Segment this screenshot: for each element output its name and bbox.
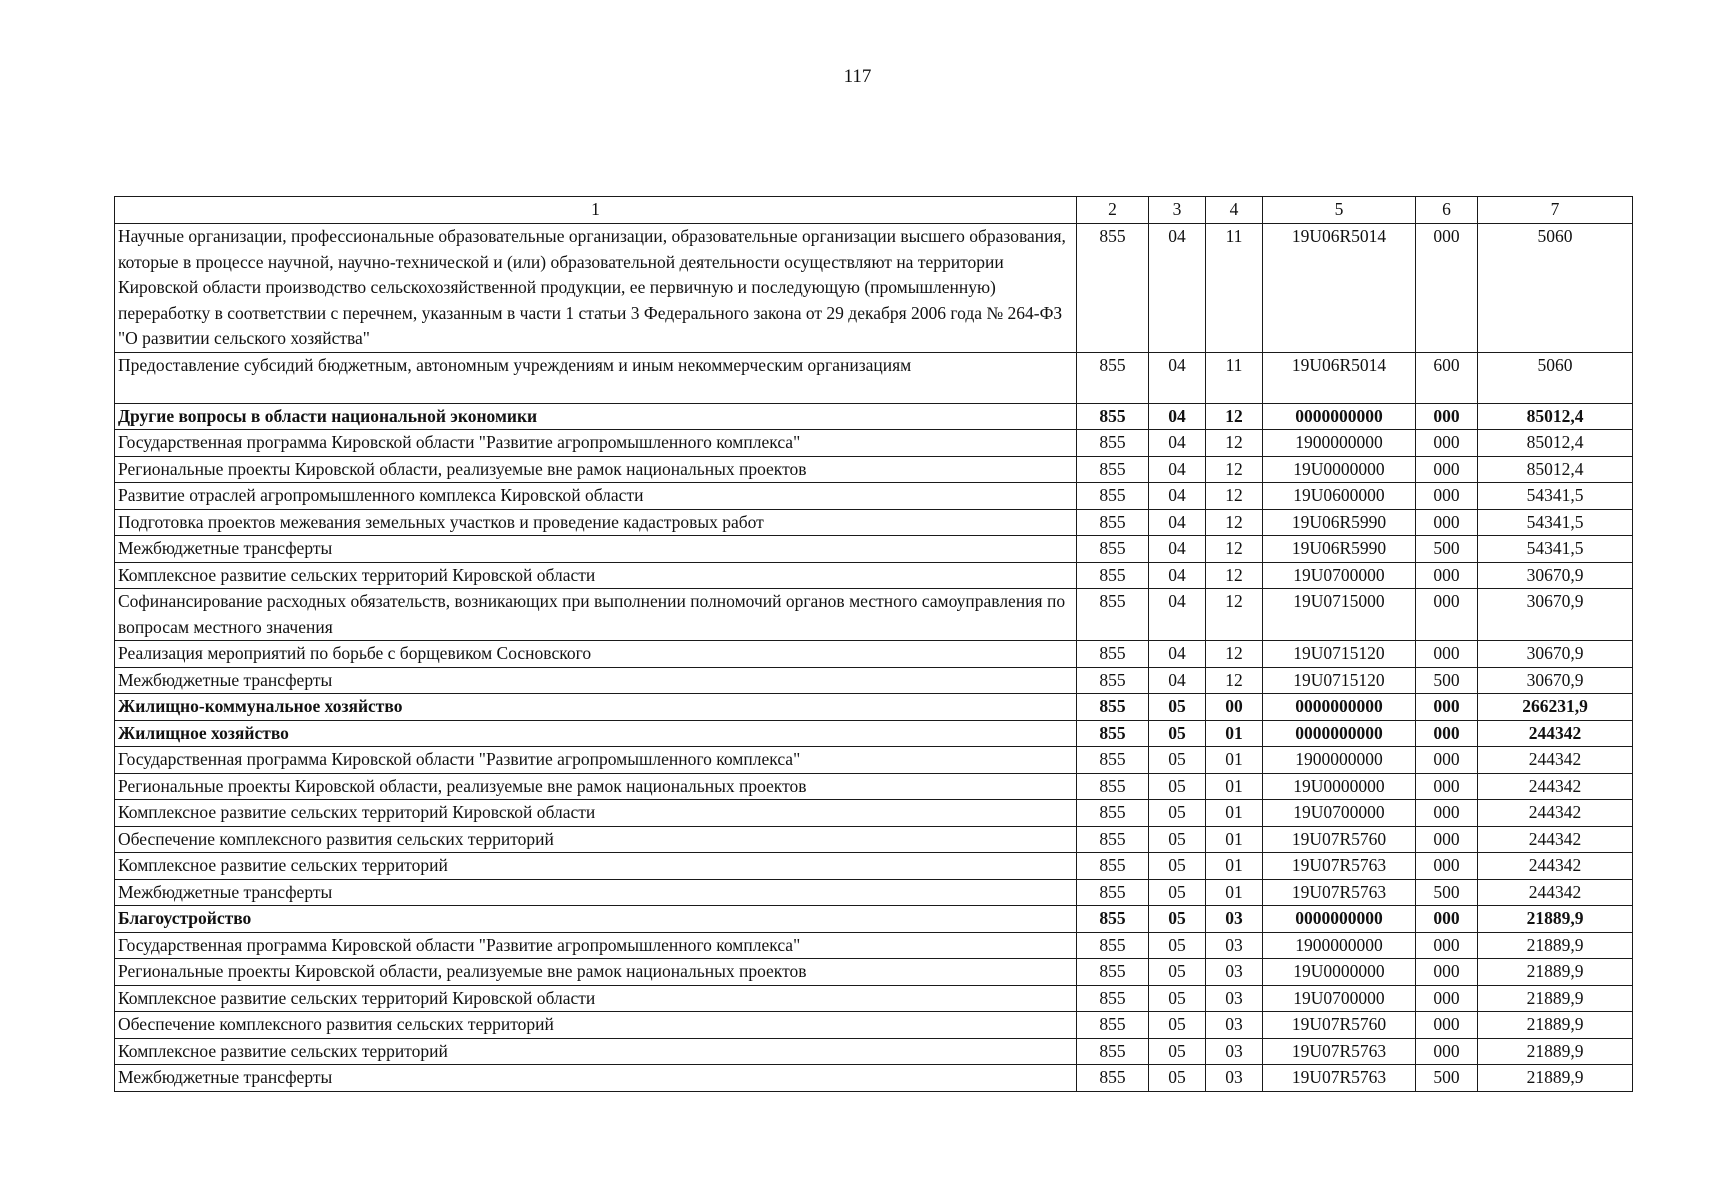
- table-row: [115, 641, 1633, 668]
- cell-col-3: 04: [1149, 536, 1206, 563]
- cell-col-3: 04: [1149, 403, 1206, 430]
- cell-col-4: 12: [1206, 456, 1263, 483]
- page-number: 117: [843, 66, 872, 87]
- row-name-cell: Обеспечение комплексного развития сельских территорий: [115, 826, 1077, 853]
- cell-col-2: 855: [1077, 589, 1149, 641]
- row-name-cell: Комплексное развитие сельских территорий Кировской области: [115, 985, 1077, 1012]
- cell-col-2: 855: [1077, 853, 1149, 880]
- row-name-cell: Региональные проекты Кировской области, реализуемые вне рамок национальных проектов: [115, 456, 1077, 483]
- table-row: [115, 932, 1633, 959]
- table-row: [115, 509, 1633, 536]
- cell-col-5: 19U07R5763: [1263, 853, 1416, 880]
- cell-col-2: 855: [1077, 1065, 1149, 1092]
- cell-col-6: 000: [1416, 589, 1478, 641]
- row-name-cell: Межбюджетные трансферты: [115, 879, 1077, 906]
- cell-col-6: 000: [1416, 1038, 1478, 1065]
- cell-col-4: 11: [1206, 224, 1263, 353]
- cell-col-2: 855: [1077, 483, 1149, 510]
- row-name-cell: Научные организации, профессиональные образовательные организации, образовательные организации высшего образования, которые в процессе научной, научно-технической и (или) образовательной деятельности осуществляют на территории Кировской области производство сельскохозяйственной продукции, ее первичную и последующую (промышленную) переработку в соответствии с перечнем, указанным в части 1 статьи 3 Федерального закона от 29 декабря 2006 года № 264-ФЗ "О развитии сельского хозяйства": [115, 224, 1077, 353]
- table-row: [115, 879, 1633, 906]
- cell-col-2: 855: [1077, 826, 1149, 853]
- cell-col-6: 600: [1416, 352, 1478, 403]
- cell-col-7: 266231,9: [1478, 694, 1633, 721]
- cell-col-5: 19U07R5763: [1263, 1065, 1416, 1092]
- cell-col-3: 05: [1149, 1065, 1206, 1092]
- cell-col-4: 03: [1206, 906, 1263, 933]
- cell-col-4: 01: [1206, 879, 1263, 906]
- cell-col-5: 19U07R5760: [1263, 826, 1416, 853]
- cell-col-3: 04: [1149, 589, 1206, 641]
- cell-col-7: 54341,5: [1478, 483, 1633, 510]
- row-name-cell: Региональные проекты Кировской области, реализуемые вне рамок национальных проектов: [115, 959, 1077, 986]
- table-row: [115, 562, 1633, 589]
- table-row: [115, 959, 1633, 986]
- cell-col-3: 04: [1149, 483, 1206, 510]
- cell-col-3: 05: [1149, 826, 1206, 853]
- cell-col-6: 000: [1416, 853, 1478, 880]
- cell-col-6: 000: [1416, 959, 1478, 986]
- cell-col-5: 19U07R5760: [1263, 1012, 1416, 1039]
- cell-col-6: 000: [1416, 641, 1478, 668]
- cell-col-7: 244342: [1478, 720, 1633, 747]
- column-header: 5: [1263, 197, 1416, 224]
- table-row: [115, 1038, 1633, 1065]
- cell-col-6: 000: [1416, 1012, 1478, 1039]
- cell-col-5: 1900000000: [1263, 747, 1416, 774]
- cell-col-6: 000: [1416, 456, 1478, 483]
- cell-col-4: 12: [1206, 667, 1263, 694]
- cell-col-5: 19U0600000: [1263, 483, 1416, 510]
- cell-col-3: 05: [1149, 906, 1206, 933]
- cell-col-2: 855: [1077, 879, 1149, 906]
- cell-col-3: 05: [1149, 694, 1206, 721]
- column-header: 7: [1478, 197, 1633, 224]
- table-row: [115, 483, 1633, 510]
- cell-col-3: 04: [1149, 562, 1206, 589]
- cell-col-2: 855: [1077, 932, 1149, 959]
- cell-col-5: 0000000000: [1263, 403, 1416, 430]
- cell-col-5: 1900000000: [1263, 430, 1416, 457]
- cell-col-5: 19U06R5990: [1263, 509, 1416, 536]
- cell-col-4: 01: [1206, 773, 1263, 800]
- cell-col-3: 04: [1149, 456, 1206, 483]
- column-header-row: [115, 197, 1633, 224]
- cell-col-4: 12: [1206, 641, 1263, 668]
- cell-col-6: 000: [1416, 932, 1478, 959]
- cell-col-5: 19U0700000: [1263, 800, 1416, 827]
- cell-col-3: 04: [1149, 667, 1206, 694]
- row-name-cell: Межбюджетные трансферты: [115, 667, 1077, 694]
- table-row: [115, 747, 1633, 774]
- cell-col-5: 19U0715000: [1263, 589, 1416, 641]
- cell-col-7: 30670,9: [1478, 589, 1633, 641]
- table-row: [115, 1065, 1633, 1092]
- cell-col-3: 05: [1149, 800, 1206, 827]
- budget-table: [114, 196, 1633, 1092]
- row-name-cell: Реализация мероприятий по борьбе с борщевиком Сосновского: [115, 641, 1077, 668]
- cell-col-5: 19U06R5014: [1263, 352, 1416, 403]
- cell-col-2: 855: [1077, 509, 1149, 536]
- cell-col-3: 04: [1149, 430, 1206, 457]
- cell-col-7: 85012,4: [1478, 430, 1633, 457]
- cell-col-2: 855: [1077, 536, 1149, 563]
- cell-col-3: 05: [1149, 879, 1206, 906]
- cell-col-2: 855: [1077, 352, 1149, 403]
- row-name-cell: Предоставление субсидий бюджетным, автономным учреждениям и иным некоммерческим организациям: [115, 352, 1077, 403]
- cell-col-6: 500: [1416, 667, 1478, 694]
- cell-col-4: 03: [1206, 1038, 1263, 1065]
- cell-col-6: 000: [1416, 826, 1478, 853]
- cell-col-5: 19U0000000: [1263, 773, 1416, 800]
- cell-col-7: 244342: [1478, 879, 1633, 906]
- row-name-cell: Другие вопросы в области национальной экономики: [115, 403, 1077, 430]
- cell-col-3: 05: [1149, 853, 1206, 880]
- cell-col-5: 19U06R5990: [1263, 536, 1416, 563]
- cell-col-2: 855: [1077, 747, 1149, 774]
- cell-col-2: 855: [1077, 720, 1149, 747]
- cell-col-6: 500: [1416, 1065, 1478, 1092]
- table-body: [115, 197, 1633, 1092]
- row-name-cell: Благоустройство: [115, 906, 1077, 933]
- table-row: [115, 906, 1633, 933]
- table-row: [115, 1012, 1633, 1039]
- cell-col-4: 01: [1206, 853, 1263, 880]
- table-row: [115, 720, 1633, 747]
- cell-col-6: 000: [1416, 694, 1478, 721]
- cell-col-7: 21889,9: [1478, 1065, 1633, 1092]
- cell-col-6: 000: [1416, 562, 1478, 589]
- cell-col-5: 19U0715120: [1263, 667, 1416, 694]
- cell-col-2: 855: [1077, 430, 1149, 457]
- cell-col-3: 04: [1149, 509, 1206, 536]
- cell-col-3: 04: [1149, 641, 1206, 668]
- table-row: [115, 985, 1633, 1012]
- cell-col-6: 000: [1416, 483, 1478, 510]
- cell-col-5: 1900000000: [1263, 932, 1416, 959]
- cell-col-2: 855: [1077, 800, 1149, 827]
- column-header: 3: [1149, 197, 1206, 224]
- cell-col-7: 5060: [1478, 224, 1633, 353]
- cell-col-4: 03: [1206, 1012, 1263, 1039]
- cell-col-7: 21889,9: [1478, 1012, 1633, 1039]
- column-header: 1: [115, 197, 1077, 224]
- column-header: 6: [1416, 197, 1478, 224]
- cell-col-5: 19U0700000: [1263, 985, 1416, 1012]
- cell-col-4: 12: [1206, 483, 1263, 510]
- cell-col-5: 19U07R5763: [1263, 1038, 1416, 1065]
- cell-col-4: 12: [1206, 430, 1263, 457]
- cell-col-7: 21889,9: [1478, 1038, 1633, 1065]
- cell-col-3: 05: [1149, 773, 1206, 800]
- cell-col-7: 5060: [1478, 352, 1633, 403]
- cell-col-2: 855: [1077, 224, 1149, 353]
- cell-col-6: 000: [1416, 720, 1478, 747]
- cell-col-4: 12: [1206, 403, 1263, 430]
- table-row: [115, 826, 1633, 853]
- table-row: [115, 430, 1633, 457]
- table-row: [115, 667, 1633, 694]
- cell-col-4: 03: [1206, 1065, 1263, 1092]
- cell-col-6: 000: [1416, 224, 1478, 353]
- cell-col-2: 855: [1077, 641, 1149, 668]
- table-row: [115, 773, 1633, 800]
- cell-col-7: 30670,9: [1478, 562, 1633, 589]
- cell-col-4: 00: [1206, 694, 1263, 721]
- cell-col-4: 03: [1206, 959, 1263, 986]
- cell-col-4: 03: [1206, 985, 1263, 1012]
- row-name-cell: Комплексное развитие сельских территорий: [115, 853, 1077, 880]
- row-name-cell: Жилищно-коммунальное хозяйство: [115, 694, 1077, 721]
- cell-col-3: 05: [1149, 985, 1206, 1012]
- row-name-cell: Межбюджетные трансферты: [115, 536, 1077, 563]
- cell-col-7: 21889,9: [1478, 906, 1633, 933]
- cell-col-7: 244342: [1478, 773, 1633, 800]
- row-name-cell: Государственная программа Кировской области "Развитие агропромышленного комплекса": [115, 747, 1077, 774]
- cell-col-6: 000: [1416, 403, 1478, 430]
- cell-col-5: 19U0000000: [1263, 959, 1416, 986]
- cell-col-2: 855: [1077, 985, 1149, 1012]
- table-row: [115, 800, 1633, 827]
- cell-col-5: 0000000000: [1263, 906, 1416, 933]
- cell-col-6: 000: [1416, 430, 1478, 457]
- row-name-cell: Подготовка проектов межевания земельных участков и проведение кадастровых работ: [115, 509, 1077, 536]
- table-row: [115, 224, 1633, 353]
- row-name-cell: Обеспечение комплексного развития сельских территорий: [115, 1012, 1077, 1039]
- cell-col-4: 11: [1206, 352, 1263, 403]
- cell-col-6: 000: [1416, 800, 1478, 827]
- cell-col-3: 05: [1149, 959, 1206, 986]
- cell-col-6: 000: [1416, 509, 1478, 536]
- cell-col-2: 855: [1077, 562, 1149, 589]
- cell-col-6: 000: [1416, 906, 1478, 933]
- column-header: 2: [1077, 197, 1149, 224]
- cell-col-7: 244342: [1478, 800, 1633, 827]
- cell-col-2: 855: [1077, 1012, 1149, 1039]
- row-name-cell: Региональные проекты Кировской области, реализуемые вне рамок национальных проектов: [115, 773, 1077, 800]
- table-row: [115, 403, 1633, 430]
- cell-col-4: 12: [1206, 562, 1263, 589]
- row-name-cell: Комплексное развитие сельских территорий: [115, 1038, 1077, 1065]
- cell-col-3: 05: [1149, 1038, 1206, 1065]
- cell-col-5: 19U0700000: [1263, 562, 1416, 589]
- cell-col-7: 30670,9: [1478, 667, 1633, 694]
- row-name-cell: Развитие отраслей агропромышленного комплекса Кировской области: [115, 483, 1077, 510]
- cell-col-4: 01: [1206, 800, 1263, 827]
- cell-col-2: 855: [1077, 1038, 1149, 1065]
- cell-col-7: 54341,5: [1478, 536, 1633, 563]
- cell-col-2: 855: [1077, 403, 1149, 430]
- row-name-cell: Государственная программа Кировской области "Развитие агропромышленного комплекса": [115, 430, 1077, 457]
- row-name-cell: Комплексное развитие сельских территорий Кировской области: [115, 800, 1077, 827]
- cell-col-3: 05: [1149, 720, 1206, 747]
- cell-col-3: 05: [1149, 1012, 1206, 1039]
- cell-col-2: 855: [1077, 456, 1149, 483]
- cell-col-7: 244342: [1478, 826, 1633, 853]
- cell-col-4: 12: [1206, 509, 1263, 536]
- cell-col-6: 500: [1416, 879, 1478, 906]
- cell-col-2: 855: [1077, 773, 1149, 800]
- cell-col-7: 21889,9: [1478, 959, 1633, 986]
- cell-col-7: 244342: [1478, 747, 1633, 774]
- cell-col-5: 0000000000: [1263, 720, 1416, 747]
- cell-col-4: 12: [1206, 536, 1263, 563]
- table-row: [115, 853, 1633, 880]
- table-row: [115, 456, 1633, 483]
- cell-col-2: 855: [1077, 694, 1149, 721]
- cell-col-6: 500: [1416, 536, 1478, 563]
- cell-col-7: 85012,4: [1478, 456, 1633, 483]
- cell-col-3: 05: [1149, 747, 1206, 774]
- cell-col-6: 000: [1416, 773, 1478, 800]
- cell-col-7: 54341,5: [1478, 509, 1633, 536]
- cell-col-2: 855: [1077, 667, 1149, 694]
- row-name-cell: Софинансирование расходных обязательств, возникающих при выполнении полномочий органов местного самоуправления по вопросам местного значения: [115, 589, 1077, 641]
- cell-col-4: 03: [1206, 932, 1263, 959]
- table-row: [115, 536, 1633, 563]
- cell-col-4: 01: [1206, 826, 1263, 853]
- cell-col-4: 01: [1206, 747, 1263, 774]
- cell-col-7: 30670,9: [1478, 641, 1633, 668]
- cell-col-5: 19U06R5014: [1263, 224, 1416, 353]
- row-name-cell: Комплексное развитие сельских территорий Кировской области: [115, 562, 1077, 589]
- cell-col-5: 19U07R5763: [1263, 879, 1416, 906]
- cell-col-3: 04: [1149, 352, 1206, 403]
- cell-col-3: 05: [1149, 932, 1206, 959]
- cell-col-7: 244342: [1478, 853, 1633, 880]
- cell-col-6: 000: [1416, 985, 1478, 1012]
- cell-col-4: 12: [1206, 589, 1263, 641]
- cell-col-5: 0000000000: [1263, 694, 1416, 721]
- row-name-cell: Жилищное хозяйство: [115, 720, 1077, 747]
- cell-col-7: 21889,9: [1478, 985, 1633, 1012]
- table-row: [115, 694, 1633, 721]
- row-name-cell: Межбюджетные трансферты: [115, 1065, 1077, 1092]
- cell-col-7: 21889,9: [1478, 932, 1633, 959]
- cell-col-2: 855: [1077, 906, 1149, 933]
- table-row: [115, 352, 1633, 403]
- cell-col-5: 19U0715120: [1263, 641, 1416, 668]
- cell-col-3: 04: [1149, 224, 1206, 353]
- cell-col-5: 19U0000000: [1263, 456, 1416, 483]
- cell-col-4: 01: [1206, 720, 1263, 747]
- cell-col-6: 000: [1416, 747, 1478, 774]
- cell-col-2: 855: [1077, 959, 1149, 986]
- table-row: [115, 589, 1633, 641]
- cell-col-7: 85012,4: [1478, 403, 1633, 430]
- row-name-cell: Государственная программа Кировской области "Развитие агропромышленного комплекса": [115, 932, 1077, 959]
- column-header: 4: [1206, 197, 1263, 224]
